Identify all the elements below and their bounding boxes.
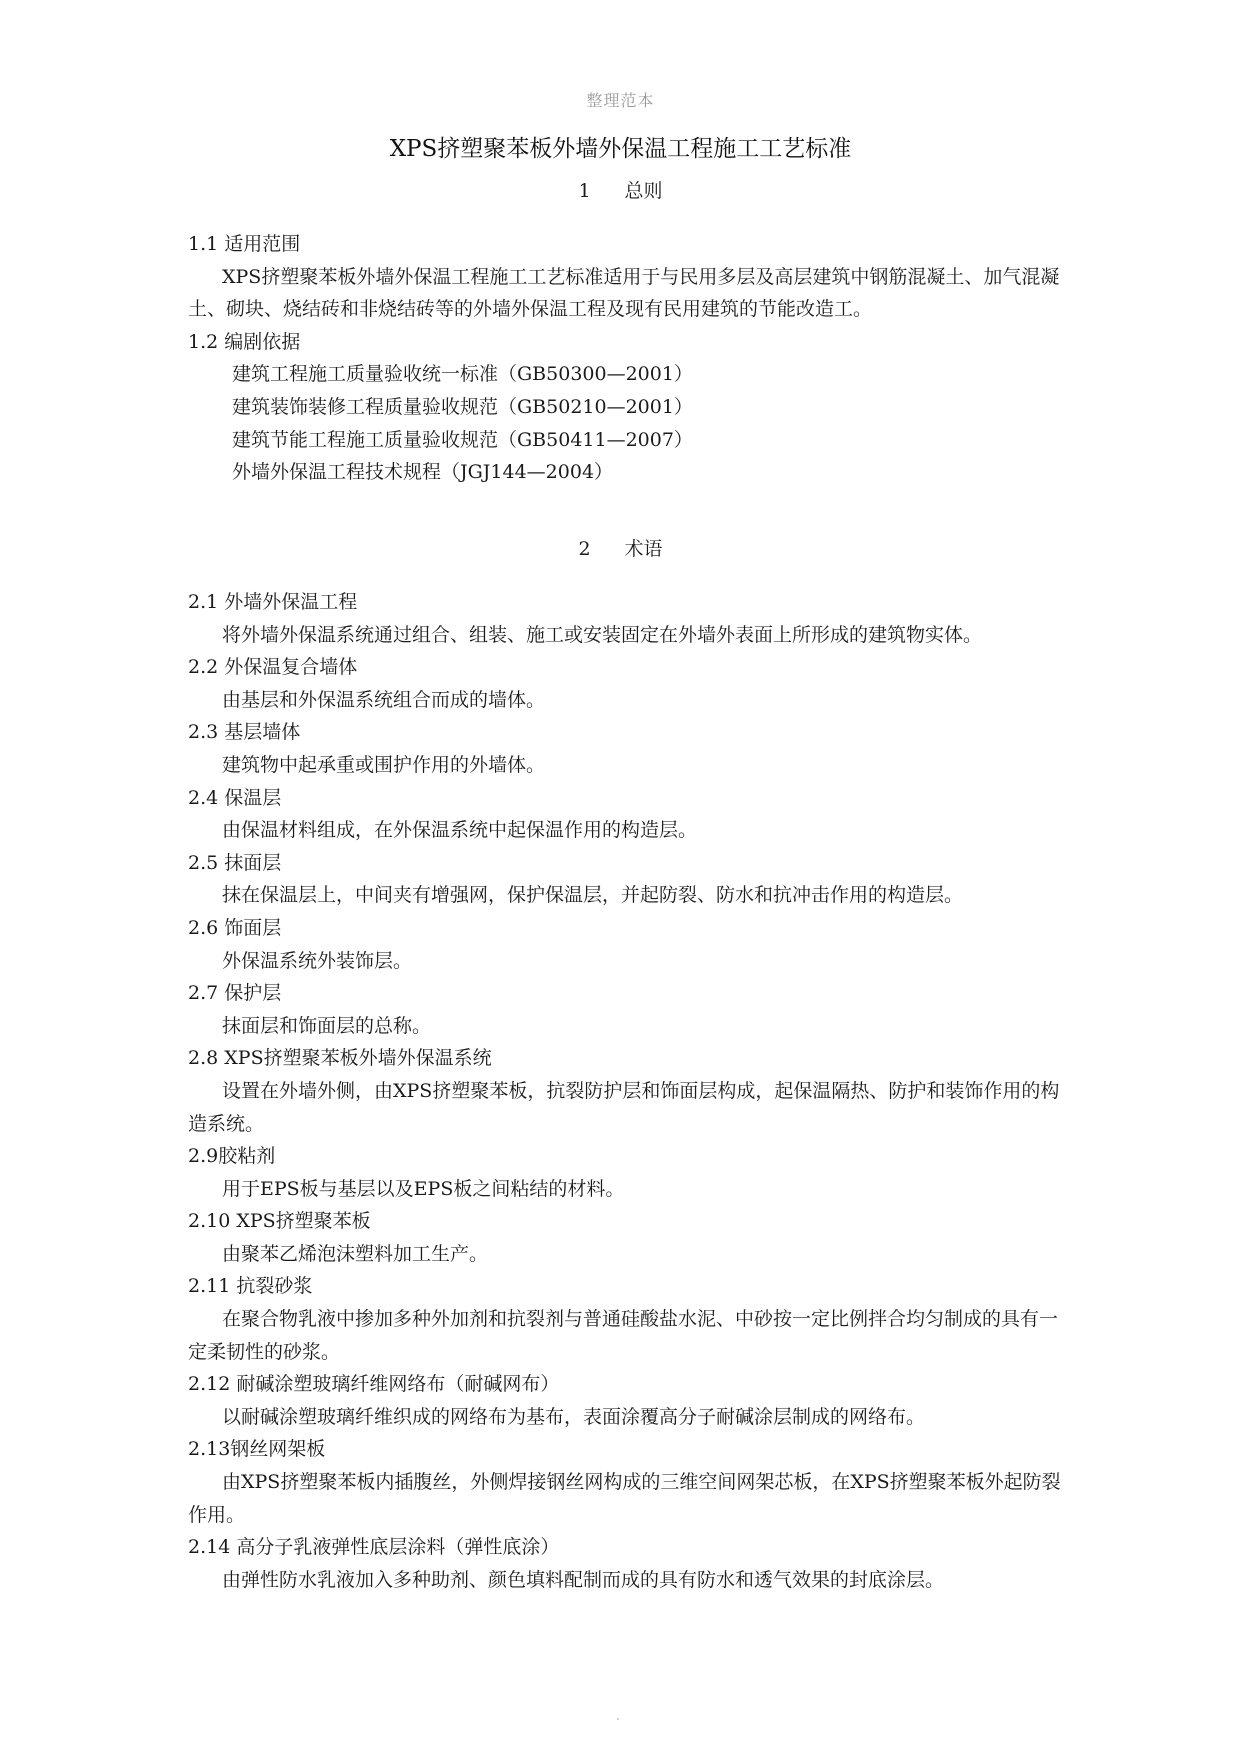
item-1-2-heading: 1.2 编剧依据 [188,330,301,353]
reference-item: 建筑工程施工质量验收统一标准（GB50300—2001） [232,363,693,386]
term-heading: 2.8 XPS挤塑聚苯板外墙外保温系统 [188,1047,492,1070]
watermark-text: 整理范本 [586,91,655,110]
term-text: 由基层和外保温系统组合而成的墙体。 [222,688,546,711]
section-1-number: 1 [578,180,591,202]
term-heading: 2.5 抹面层 [188,851,282,874]
document-title: XPS挤塑聚苯板外墙外保温工程施工工艺标准 [389,136,852,162]
term-heading: 2.7 保护层 [188,982,282,1005]
term-heading: 2.9胶粘剂 [188,1145,276,1168]
reference-item: 建筑装饰装修工程质量验收规范（GB50210—2001） [232,395,693,418]
reference-item: 外墙外保温工程技术规程（JGJ144—2004） [232,461,614,484]
term-heading: 2.6 饰面层 [188,916,282,939]
term-text: 由聚苯乙烯泡沫塑料加工生产。 [222,1242,489,1265]
term-text: 以耐碱涂塑玻璃纤维织成的网络布为基布，表面涂覆高分子耐碱涂层制成的网络布。 [222,1405,926,1428]
term-text: 由保温材料组成，在外保温系统中起保温作用的构造层。 [222,819,698,842]
term-text: 用于EPS板与基层以及EPS板之间粘结的材料。 [222,1177,625,1200]
term-heading: 2.12 耐碱涂塑玻璃纤维网络布（耐碱网布） [188,1373,560,1396]
term-text: 将外墙外保温系统通过组合、组装、施工或安装固定在外墙外表面上所形成的建筑物实体。 [222,623,983,646]
section-2-title: 术语 [624,538,663,560]
term-heading: 2.11 抗裂砂浆 [188,1275,313,1298]
term-heading: 2.2 外保温复合墙体 [188,656,358,679]
section-2-number: 2 [578,538,591,560]
term-text: 设置在外墙外侧，由XPS挤塑聚苯板，抗裂防护层和饰面层构成，起保温隔热、防护和装饰作用的构造系统。 [188,1079,1060,1135]
term-heading: 2.1 外墙外保温工程 [188,591,358,613]
term-text: 建筑物中起承重或围护作用的外墙体。 [222,753,546,776]
item-1-1-heading: 1.1 适用范围 [188,233,301,255]
item-1-1-text: XPS挤塑聚苯板外墙外保温工程施工工艺标准适用于与民用多层及高层建筑中钢筋混凝土、加气混凝土、砌块、烧结砖和非烧结砖等的外墙外保温工程及现有民用建筑的节能改造工。 [188,265,1060,321]
term-heading: 2.13钢丝网架板 [188,1438,326,1461]
term-text: 由XPS挤塑聚苯板内插腹丝，外侧焊接钢丝网构成的三维空间网架芯板，在XPS挤塑聚苯板外起防裂作用。 [188,1471,1061,1526]
section-2-heading [0,534,1241,561]
term-heading: 2.10 XPS挤塑聚苯板 [188,1210,371,1233]
reference-item: 建筑节能工程施工质量验收规范（GB50411—2007） [232,428,693,451]
section-1-title: 总则 [624,180,663,202]
term-text: 抹在保温层上，中间夹有增强网，保护保温层，并起防裂、防水和抗冲击作用的构造层。 [222,884,964,907]
section-2-body [188,586,1068,1596]
term-text: 抹面层和饰面层的总称。 [222,1014,432,1037]
section-1-body [188,228,1068,489]
term-heading: 2.3 基层墙体 [188,721,301,744]
term-text: 由弹性防水乳液加入多种助剂、颜色填料配制而成的具有防水和透气效果的封底涂层。 [222,1568,945,1591]
footer-dot [617,1718,619,1720]
term-text: 在聚合物乳液中掺加多种外加剂和抗裂剂与普通硅酸盐水泥、中砂按一定比例拌合均匀制成的具有一定柔韧性的砂浆。 [188,1308,1059,1363]
term-text: 外保温系统外装饰层。 [222,949,413,972]
term-heading: 2.14 高分子乳液弹性底层涂料（弹性底涂） [188,1536,560,1559]
section-1-heading [0,176,1241,203]
term-heading: 2.4 保温层 [188,786,282,809]
